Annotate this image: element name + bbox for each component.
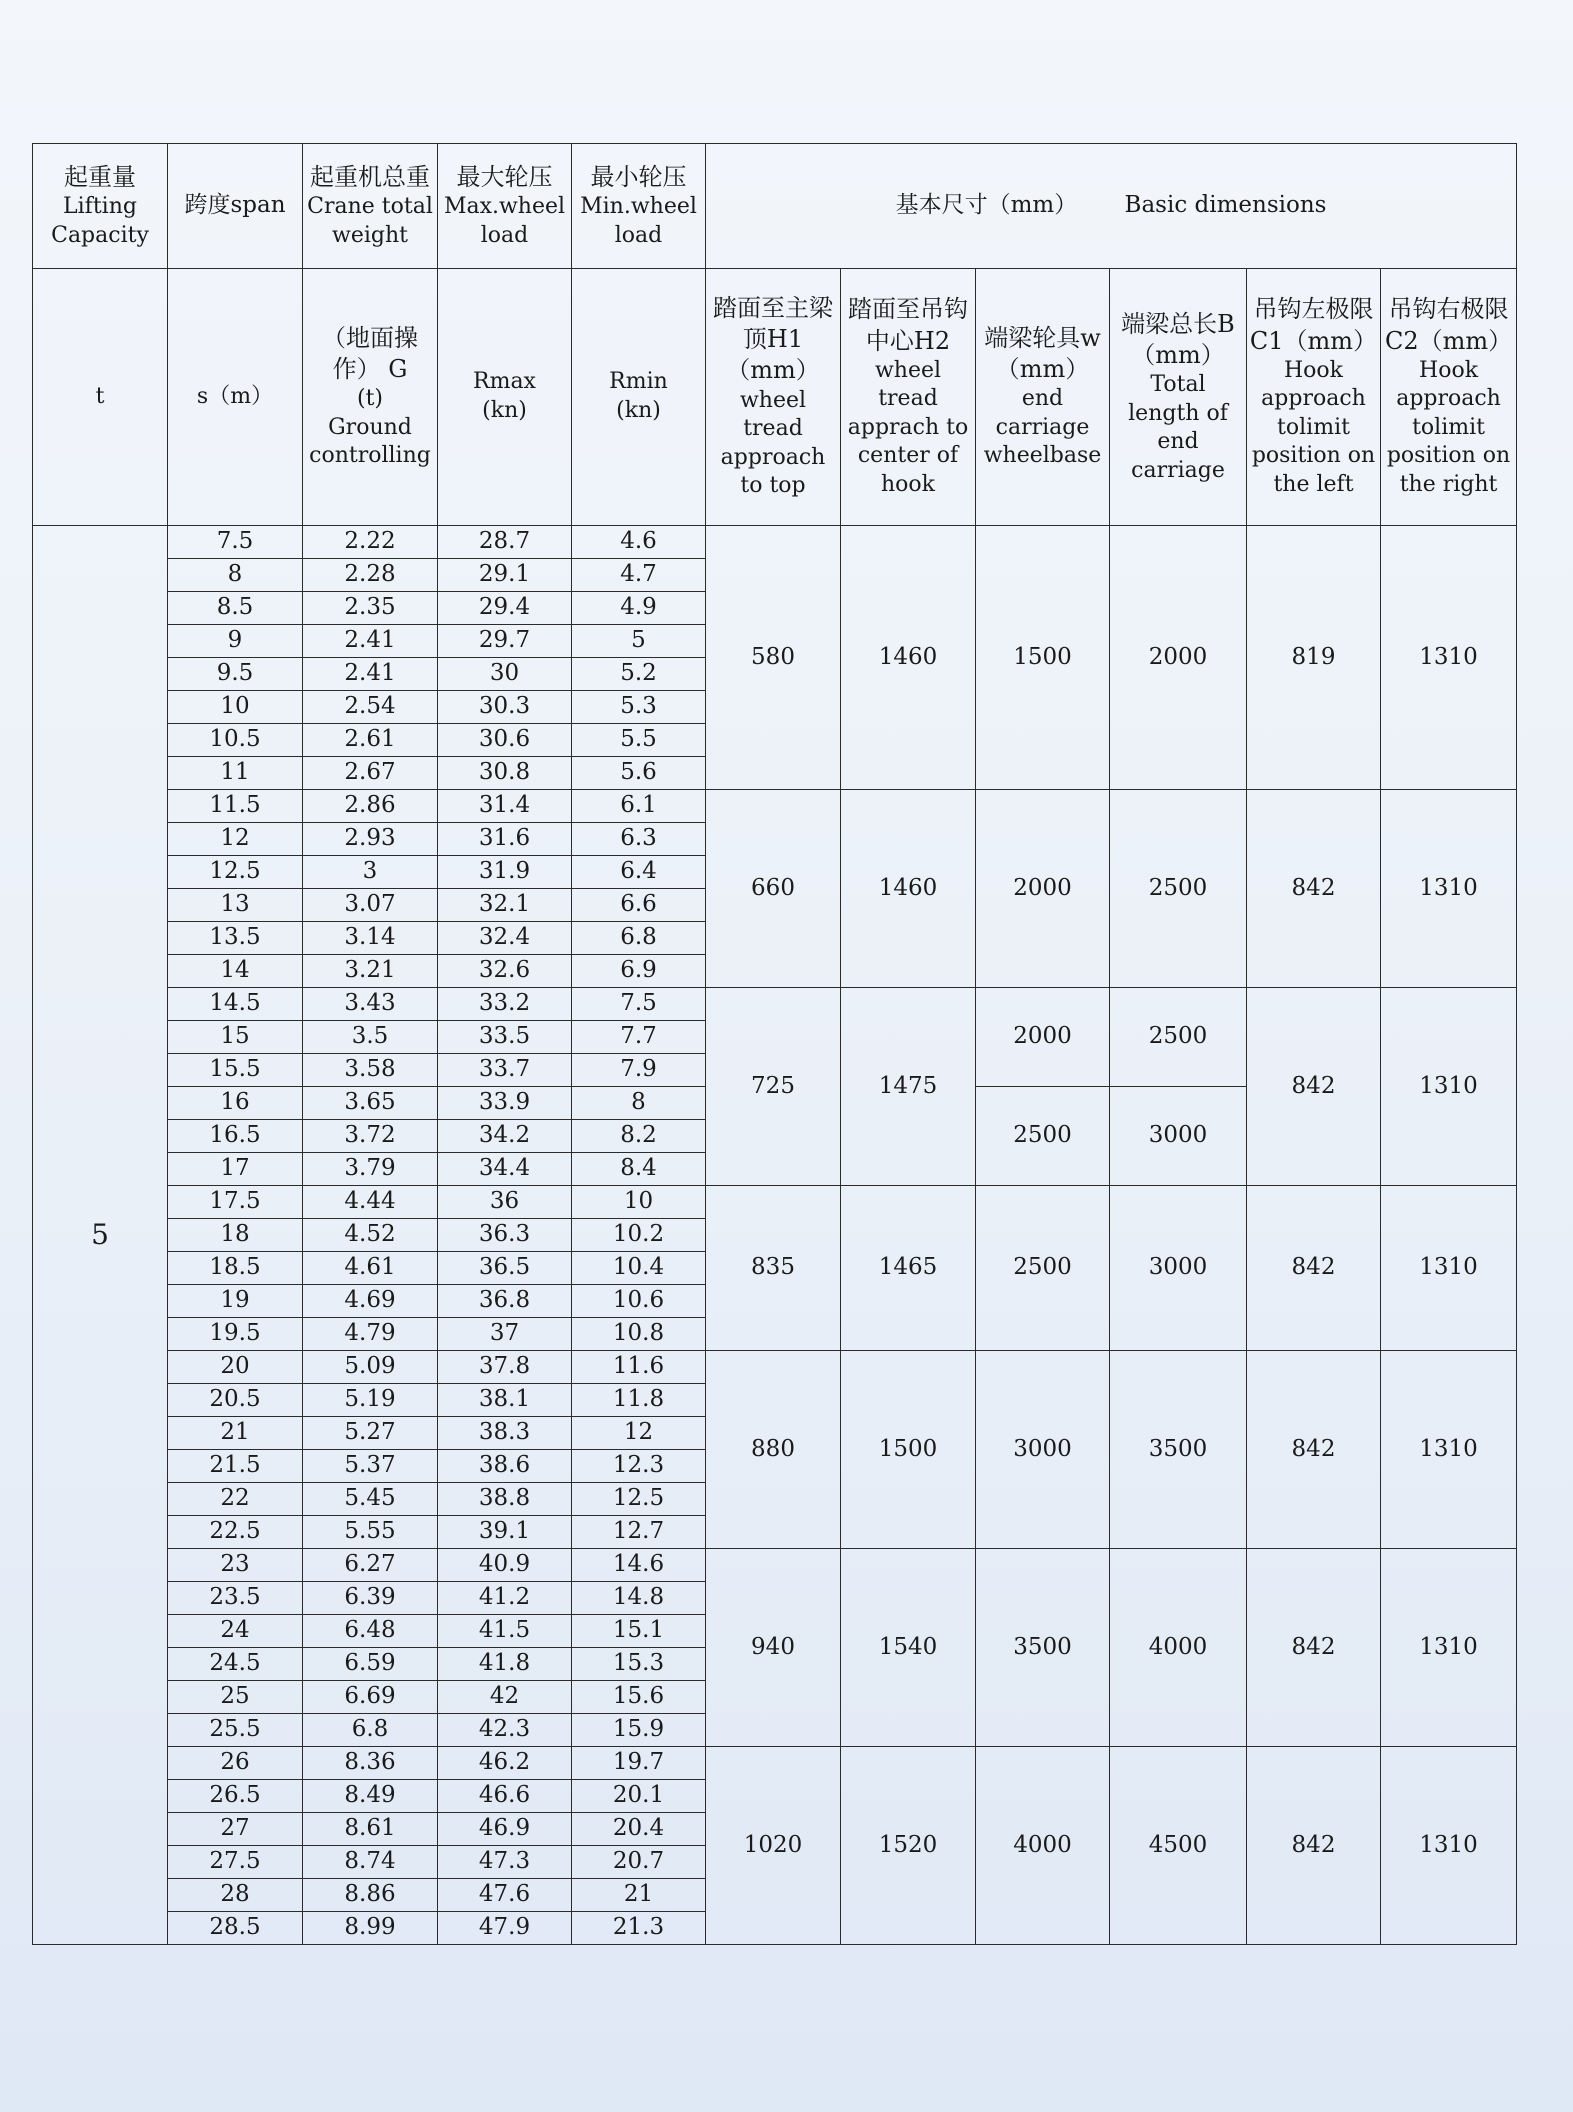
- weight-cell: 3.21: [303, 955, 438, 988]
- c1-cell: 842: [1247, 1549, 1381, 1747]
- span-cell: 24.5: [168, 1648, 303, 1681]
- header-span: 跨度span: [168, 144, 303, 269]
- rmax-cell: 33.7: [438, 1054, 572, 1087]
- span-cell: 14: [168, 955, 303, 988]
- header-capacity-zh: 起重量: [64, 162, 136, 191]
- weight-cell: 8.86: [303, 1879, 438, 1912]
- subheader-b-zh: 端梁总长B（mm）: [1121, 309, 1235, 369]
- rmin-cell: 6.6: [572, 889, 706, 922]
- rmax-cell: 46.9: [438, 1813, 572, 1846]
- crane-spec-table: [32, 143, 1517, 1945]
- weight-cell: 2.54: [303, 691, 438, 724]
- span-cell: 19: [168, 1285, 303, 1318]
- span-cell: 15.5: [168, 1054, 303, 1087]
- header-weight-en: Crane total weight: [307, 194, 433, 248]
- weight-cell: 5.55: [303, 1516, 438, 1549]
- rmax-cell: 31.4: [438, 790, 572, 823]
- rmin-cell: 5.5: [572, 724, 706, 757]
- rmin-cell: 12.5: [572, 1483, 706, 1516]
- subheader-h2-zh: 踏面至吊钩中心H2: [848, 295, 968, 355]
- rmin-cell: 15.9: [572, 1714, 706, 1747]
- c1-cell: 842: [1247, 1186, 1381, 1351]
- b-cell: 4000: [1110, 1549, 1247, 1747]
- weight-cell: 3.43: [303, 988, 438, 1021]
- c2-cell: 1310: [1381, 1186, 1517, 1351]
- rmin-cell: 20.1: [572, 1780, 706, 1813]
- weight-cell: 2.93: [303, 823, 438, 856]
- span-cell: 10: [168, 691, 303, 724]
- rmin-cell: 6.4: [572, 856, 706, 889]
- subheader-c1: [1247, 269, 1381, 526]
- c1-cell: 842: [1247, 1351, 1381, 1549]
- subheader-b: [1110, 269, 1247, 526]
- rmin-cell: 15.3: [572, 1648, 706, 1681]
- rmin-cell: 10.8: [572, 1318, 706, 1351]
- h1-cell: 1020: [706, 1747, 841, 1945]
- subheader-h2-en: wheel tread apprach to center of hook: [847, 357, 969, 498]
- rmax-cell: 31.6: [438, 823, 572, 856]
- rmax-cell: 34.2: [438, 1120, 572, 1153]
- header-basic-en: Basic dimensions: [1124, 192, 1327, 219]
- subheader-c2: [1381, 269, 1517, 526]
- span-cell: 9.5: [168, 658, 303, 691]
- weight-cell: 3.65: [303, 1087, 438, 1120]
- rmin-cell: 7.7: [572, 1021, 706, 1054]
- span-cell: 11.5: [168, 790, 303, 823]
- rmax-cell: 34.4: [438, 1153, 572, 1186]
- w-cell: 4000: [976, 1747, 1110, 1945]
- w-cell: 2000: [976, 988, 1110, 1087]
- subheader-h2: [841, 269, 976, 526]
- weight-cell: 5.27: [303, 1417, 438, 1450]
- h2-cell: 1500: [841, 1351, 976, 1549]
- span-cell: 22: [168, 1483, 303, 1516]
- span-cell: 15: [168, 1021, 303, 1054]
- span-cell: 26: [168, 1747, 303, 1780]
- c2-cell: 1310: [1381, 526, 1517, 790]
- rmax-cell: 41.5: [438, 1615, 572, 1648]
- weight-cell: 4.79: [303, 1318, 438, 1351]
- weight-cell: 3.79: [303, 1153, 438, 1186]
- weight-cell: 4.69: [303, 1285, 438, 1318]
- span-cell: 26.5: [168, 1780, 303, 1813]
- header-capacity: [33, 144, 168, 269]
- rmin-cell: 5.2: [572, 658, 706, 691]
- rmax-cell: 32.4: [438, 922, 572, 955]
- rmax-cell: 31.9: [438, 856, 572, 889]
- subheader-weight: [303, 269, 438, 526]
- b-cell: 2500: [1110, 790, 1247, 988]
- weight-cell: 3.72: [303, 1120, 438, 1153]
- h1-cell: 580: [706, 526, 841, 790]
- weight-cell: 8.99: [303, 1912, 438, 1945]
- span-cell: 20: [168, 1351, 303, 1384]
- rmax-cell: 38.1: [438, 1384, 572, 1417]
- weight-cell: 8.36: [303, 1747, 438, 1780]
- subheader-w-en: end carriage wheelbase: [983, 386, 1102, 469]
- rmin-cell: 21: [572, 1879, 706, 1912]
- span-cell: 23.5: [168, 1582, 303, 1615]
- weight-cell: 4.52: [303, 1219, 438, 1252]
- rmin-cell: 15.6: [572, 1681, 706, 1714]
- weight-cell: 5.19: [303, 1384, 438, 1417]
- rmax-cell: 36.8: [438, 1285, 572, 1318]
- subheader-rmax-unit: (kn): [482, 398, 527, 423]
- h2-cell: 1460: [841, 790, 976, 988]
- span-cell: 18.5: [168, 1252, 303, 1285]
- weight-cell: 5.45: [303, 1483, 438, 1516]
- header-weight: [303, 144, 438, 269]
- rmax-cell: 39.1: [438, 1516, 572, 1549]
- table-body: [33, 526, 1517, 1945]
- header-basic-dimensions: [706, 144, 1517, 269]
- rmin-cell: 20.4: [572, 1813, 706, 1846]
- weight-cell: 5.09: [303, 1351, 438, 1384]
- rmin-cell: 14.8: [572, 1582, 706, 1615]
- w-cell: 3000: [976, 1351, 1110, 1549]
- rmax-cell: 29.7: [438, 625, 572, 658]
- c2-cell: 1310: [1381, 790, 1517, 988]
- rmax-cell: 47.3: [438, 1846, 572, 1879]
- rmax-cell: 41.8: [438, 1648, 572, 1681]
- rmin-cell: 19.7: [572, 1747, 706, 1780]
- rmin-cell: 8.4: [572, 1153, 706, 1186]
- rmin-cell: 4.9: [572, 592, 706, 625]
- header-max-load-zh: 最大轮压: [456, 162, 553, 191]
- rmin-cell: 10.4: [572, 1252, 706, 1285]
- rmax-cell: 30.3: [438, 691, 572, 724]
- capacity-cell: 5: [33, 526, 168, 1945]
- rmax-cell: 33.9: [438, 1087, 572, 1120]
- subheader-capacity-unit: t: [33, 269, 168, 526]
- subheader-rmin-label: Rmin: [609, 369, 668, 395]
- subheader-weight-zh: （地面操作） G: [322, 323, 418, 384]
- subheader-c2-en: Hook approach tolimit position on the right: [1386, 357, 1511, 498]
- rmin-cell: 20.7: [572, 1846, 706, 1879]
- rmin-cell: 10: [572, 1186, 706, 1219]
- span-cell: 19.5: [168, 1318, 303, 1351]
- rmin-cell: 4.7: [572, 559, 706, 592]
- rmax-cell: 30: [438, 658, 572, 691]
- subheader-c1-zh: 吊钩左极限C1（mm）: [1249, 295, 1378, 355]
- c2-cell: 1310: [1381, 988, 1517, 1186]
- weight-cell: 3: [303, 856, 438, 889]
- table-row: [33, 1351, 1517, 1384]
- weight-cell: 4.44: [303, 1186, 438, 1219]
- rmin-cell: 12: [572, 1417, 706, 1450]
- weight-cell: 2.35: [303, 592, 438, 625]
- weight-cell: 2.22: [303, 526, 438, 559]
- weight-cell: 6.48: [303, 1615, 438, 1648]
- h1-cell: 725: [706, 988, 841, 1186]
- rmax-cell: 33.5: [438, 1021, 572, 1054]
- rmin-cell: 10.6: [572, 1285, 706, 1318]
- header-weight-zh: 起重机总重: [310, 162, 430, 191]
- rmax-cell: 28.7: [438, 526, 572, 559]
- subheader-b-en: Total length of end carriage: [1128, 372, 1228, 483]
- header-max-load: [438, 144, 572, 269]
- w-cell: 2500: [976, 1186, 1110, 1351]
- header-min-load-zh: 最小轮压: [590, 162, 687, 191]
- subheader-w: [976, 269, 1110, 526]
- rmin-cell: 11.8: [572, 1384, 706, 1417]
- span-cell: 17.5: [168, 1186, 303, 1219]
- rmax-cell: 38.6: [438, 1450, 572, 1483]
- subheader-rmax-label: Rmax: [473, 369, 536, 395]
- h1-cell: 660: [706, 790, 841, 988]
- subheader-h1-zh: 踏面至主梁顶H1（mm）: [713, 294, 833, 385]
- span-cell: 28.5: [168, 1912, 303, 1945]
- rmax-cell: 47.9: [438, 1912, 572, 1945]
- rmin-cell: 8: [572, 1087, 706, 1120]
- rmax-cell: 29.1: [438, 559, 572, 592]
- subheader-h1-en: wheel tread approach to top: [720, 387, 826, 499]
- rmin-cell: 8.2: [572, 1120, 706, 1153]
- weight-cell: 8.74: [303, 1846, 438, 1879]
- span-cell: 16: [168, 1087, 303, 1120]
- rmax-cell: 32.1: [438, 889, 572, 922]
- b-cell: 2000: [1110, 526, 1247, 790]
- subheader-span-unit: s（m）: [168, 269, 303, 526]
- rmax-cell: 47.6: [438, 1879, 572, 1912]
- c1-cell: 842: [1247, 1747, 1381, 1945]
- span-cell: 8: [168, 559, 303, 592]
- c1-cell: 819: [1247, 526, 1381, 790]
- weight-cell: 2.67: [303, 757, 438, 790]
- weight-cell: 6.59: [303, 1648, 438, 1681]
- rmax-cell: 36.5: [438, 1252, 572, 1285]
- rmin-cell: 5.6: [572, 757, 706, 790]
- table-row: [33, 1186, 1517, 1219]
- weight-cell: 3.58: [303, 1054, 438, 1087]
- rmin-cell: 5.3: [572, 691, 706, 724]
- rmin-cell: 6.3: [572, 823, 706, 856]
- h2-cell: 1540: [841, 1549, 976, 1747]
- rmax-cell: 32.6: [438, 955, 572, 988]
- header-min-load-en: Min.wheel load: [580, 194, 697, 248]
- span-cell: 21: [168, 1417, 303, 1450]
- span-cell: 8.5: [168, 592, 303, 625]
- c1-cell: 842: [1247, 790, 1381, 988]
- b-cell: 2500: [1110, 988, 1247, 1087]
- rmin-cell: 5: [572, 625, 706, 658]
- span-cell: 27: [168, 1813, 303, 1846]
- span-cell: 23: [168, 1549, 303, 1582]
- header-capacity-en: Lifting Capacity: [51, 194, 149, 248]
- span-cell: 13: [168, 889, 303, 922]
- rmax-cell: 29.4: [438, 592, 572, 625]
- h2-cell: 1475: [841, 988, 976, 1186]
- span-cell: 11: [168, 757, 303, 790]
- rmax-cell: 38.8: [438, 1483, 572, 1516]
- weight-cell: 2.61: [303, 724, 438, 757]
- table-row: [33, 1549, 1517, 1582]
- b-cell: 3500: [1110, 1351, 1247, 1549]
- span-cell: 17: [168, 1153, 303, 1186]
- table-row: [33, 790, 1517, 823]
- weight-cell: 2.41: [303, 625, 438, 658]
- h1-cell: 835: [706, 1186, 841, 1351]
- weight-cell: 8.61: [303, 1813, 438, 1846]
- weight-cell: 5.37: [303, 1450, 438, 1483]
- c2-cell: 1310: [1381, 1747, 1517, 1945]
- weight-cell: 2.86: [303, 790, 438, 823]
- w-cell: 2500: [976, 1087, 1110, 1186]
- rmin-cell: 11.6: [572, 1351, 706, 1384]
- span-cell: 16.5: [168, 1120, 303, 1153]
- weight-cell: 4.61: [303, 1252, 438, 1285]
- span-cell: 24: [168, 1615, 303, 1648]
- rmax-cell: 36: [438, 1186, 572, 1219]
- rmax-cell: 42: [438, 1681, 572, 1714]
- h2-cell: 1520: [841, 1747, 976, 1945]
- h1-cell: 940: [706, 1549, 841, 1747]
- subheader-c2-zh: 吊钩右极限C2（mm）: [1384, 295, 1513, 355]
- rmin-cell: 7.9: [572, 1054, 706, 1087]
- subheader-w-zh: 端梁轮具w（mm）: [984, 323, 1101, 384]
- subheader-weight-en: Ground controlling: [309, 414, 431, 469]
- rmin-cell: 7.5: [572, 988, 706, 1021]
- rmax-cell: 42.3: [438, 1714, 572, 1747]
- span-cell: 25.5: [168, 1714, 303, 1747]
- rmax-cell: 30.8: [438, 757, 572, 790]
- subheader-rmax: [438, 269, 572, 526]
- span-cell: 18: [168, 1219, 303, 1252]
- subheader-rmin: [572, 269, 706, 526]
- weight-cell: 6.69: [303, 1681, 438, 1714]
- c1-cell: 842: [1247, 988, 1381, 1186]
- rmax-cell: 37.8: [438, 1351, 572, 1384]
- b-cell: 3000: [1110, 1186, 1247, 1351]
- header-basic-zh: 基本尺寸（mm）: [895, 192, 1078, 219]
- spec-table-container: [32, 143, 1516, 1945]
- rmin-cell: 12.7: [572, 1516, 706, 1549]
- weight-cell: 2.41: [303, 658, 438, 691]
- weight-cell: 8.49: [303, 1780, 438, 1813]
- rmin-cell: 6.8: [572, 922, 706, 955]
- rmax-cell: 33.2: [438, 988, 572, 1021]
- subheader-c1-en: Hook approach tolimit position on the left: [1251, 357, 1376, 498]
- weight-cell: 6.39: [303, 1582, 438, 1615]
- rmin-cell: 6.1: [572, 790, 706, 823]
- rmin-cell: 6.9: [572, 955, 706, 988]
- weight-cell: 3.14: [303, 922, 438, 955]
- span-cell: 12.5: [168, 856, 303, 889]
- weight-cell: 6.8: [303, 1714, 438, 1747]
- rmax-cell: 46.2: [438, 1747, 572, 1780]
- h2-cell: 1465: [841, 1186, 976, 1351]
- rmin-cell: 10.2: [572, 1219, 706, 1252]
- span-cell: 27.5: [168, 1846, 303, 1879]
- span-cell: 22.5: [168, 1516, 303, 1549]
- b-cell: 4500: [1110, 1747, 1247, 1945]
- c2-cell: 1310: [1381, 1549, 1517, 1747]
- c2-cell: 1310: [1381, 1351, 1517, 1549]
- subheader-h1: [706, 269, 841, 526]
- h1-cell: 880: [706, 1351, 841, 1549]
- rmin-cell: 14.6: [572, 1549, 706, 1582]
- header-max-load-en: Max.wheel load: [443, 194, 566, 248]
- w-cell: 3500: [976, 1549, 1110, 1747]
- rmax-cell: 41.2: [438, 1582, 572, 1615]
- rmax-cell: 30.6: [438, 724, 572, 757]
- header-min-load: [572, 144, 706, 269]
- weight-cell: 6.27: [303, 1549, 438, 1582]
- span-cell: 25: [168, 1681, 303, 1714]
- rmin-cell: 12.3: [572, 1450, 706, 1483]
- w-cell: 1500: [976, 526, 1110, 790]
- table-row: [33, 1747, 1517, 1780]
- span-cell: 28: [168, 1879, 303, 1912]
- subheader-weight-unit: (t): [356, 386, 383, 412]
- h2-cell: 1460: [841, 526, 976, 790]
- span-cell: 7.5: [168, 526, 303, 559]
- span-cell: 12: [168, 823, 303, 856]
- rmax-cell: 36.3: [438, 1219, 572, 1252]
- table-row: [33, 988, 1517, 1021]
- rmax-cell: 40.9: [438, 1549, 572, 1582]
- rmin-cell: 15.1: [572, 1615, 706, 1648]
- subheader-rmin-unit: (kn): [616, 398, 661, 423]
- weight-cell: 2.28: [303, 559, 438, 592]
- weight-cell: 3.5: [303, 1021, 438, 1054]
- span-cell: 14.5: [168, 988, 303, 1021]
- span-cell: 21.5: [168, 1450, 303, 1483]
- w-cell: 2000: [976, 790, 1110, 988]
- b-cell: 3000: [1110, 1087, 1247, 1186]
- table-row: [33, 526, 1517, 559]
- rmin-cell: 4.6: [572, 526, 706, 559]
- rmax-cell: 37: [438, 1318, 572, 1351]
- span-cell: 20.5: [168, 1384, 303, 1417]
- span-cell: 13.5: [168, 922, 303, 955]
- rmax-cell: 46.6: [438, 1780, 572, 1813]
- rmax-cell: 38.3: [438, 1417, 572, 1450]
- span-cell: 10.5: [168, 724, 303, 757]
- weight-cell: 3.07: [303, 889, 438, 922]
- span-cell: 9: [168, 625, 303, 658]
- rmin-cell: 21.3: [572, 1912, 706, 1945]
